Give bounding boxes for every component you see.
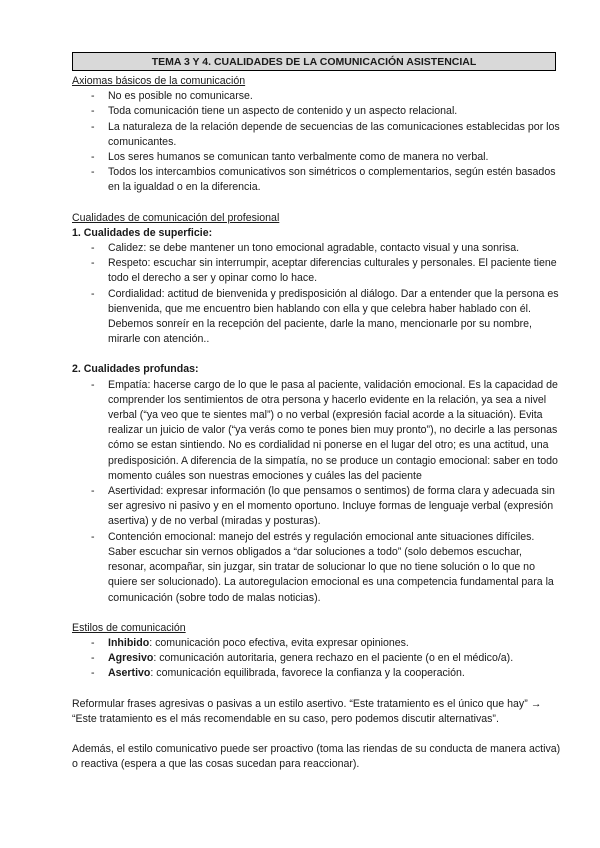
page-title: TEMA 3 Y 4. CUALIDADES DE LA COMUNICACIÓN ASISTENCIAL: [72, 52, 556, 71]
list-item: - Empatía: hacerse cargo de lo que le pasa al paciente, validación emocional. Es la capacidad de comprender los sentimientos de otra persona y hacerlo evidente en la relación, ya sea a nivel verbal (“ya veo que te sientes mal”) o no verbal (expresión facial acorde a la situación). Evita realizar un juicio de valor (“ya verás como te pones bien muy pronto”), no decirle a las personas cómo se estan sintiendo. No es cordialidad ni ponerse en el lugar del otro; es una actitud, una predisposición. A diferencia de la simpatía, no se produce un contagio emocional: saber en todo momento cuáles son nuestras emociones y cuáles las del paciente: [72, 378, 562, 484]
style-term: Agresivo: [108, 652, 154, 665]
list-item: - Todos los intercambios comunicativos son simétricos o complementarios, según estén basados en la igualdad o en la diferencia.: [72, 165, 562, 195]
document-body: [72, 74, 562, 772]
deep-qualities-heading: 2. Cualidades profundas:: [72, 363, 199, 376]
list-item: - No es posible no comunicarse.: [72, 89, 562, 104]
style-description: : comunicación autoritaria, genera rechazo en el paciente (o en el médico/a).: [153, 652, 514, 665]
list-item: - Contención emocional: manejo del estrés y regulación emocional ante situaciones difíciles. Saber escuchar sin vernos obligados a “dar soluciones a todo” (solo debemos escuchar, resonar, acompañar, sin juzgar, sin tratar de solucionar lo que no tiene solución o lo que no quiere ser solucionado). La autoregulacion emocional es una competencia fundamental para la comunicación (sobre todo de malas noticias).: [72, 530, 562, 606]
axioms-heading: Axiomas básicos de la comunicación: [72, 75, 246, 87]
style-description: : comunicación poco efectiva, evita expresar opiniones.: [149, 636, 409, 649]
list-item: - Toda comunicación tiene un aspecto de contenido y un aspecto relacional.: [72, 104, 562, 119]
reformulation-paragraph: Reformular frases agresivas o pasivas a un estilo asertivo. “Este tratamiento es el único que hay” → “Este tratamiento es el más recomendable en su caso, pero podemos discutir alternativas”.: [72, 697, 542, 725]
list-item: - Cordialidad: actitud de bienvenida y predisposición al diálogo. Dar a entender que la persona es bienvenida, que me encuentro bien hablando con ella y que celebra haber hablado con él. Debemos sonreír en la recepción del paciente, darle la mano, mencionarle por su nombre, mirarle con atención..: [72, 287, 562, 348]
surface-qualities-list: [72, 241, 562, 347]
proactive-reactive-paragraph: Además, el estilo comunicativo puede ser proactivo (toma las riendas de su conducta de manera activa) o reactiva (espera a que las cosas sucedan para reaccionar).: [72, 742, 561, 771]
list-item: - Los seres humanos se comunican tanto verbalmente como de manera no verbal.: [72, 150, 562, 165]
deep-qualities-list: [72, 378, 562, 606]
list-item: - Respeto: escuchar sin interrumpir, aceptar diferencias culturales y personales. El paciente tiene todo el derecho a ser y opinar como lo hace.: [72, 256, 562, 286]
axioms-list: [72, 89, 562, 195]
style-description: : comunicación equilibrada, favorece la confianza y la cooperación.: [150, 667, 465, 680]
list-item: [72, 666, 562, 681]
style-term: Inhibido: [108, 636, 150, 649]
list-item: [72, 636, 562, 651]
list-item: - Asertividad: expresar información (lo que pensamos o sentimos) de forma clara y adecuada sin ser agresivo ni pasivo y en el momento oportuno. Incluye formas de lenguaje verbal (expresión asertiva) y de no verbal (miradas y posturas).: [72, 484, 562, 530]
qualities-heading: Cualidades de comunicación del profesional: [72, 211, 280, 224]
surface-qualities-heading: 1. Cualidades de superficie:: [72, 226, 213, 239]
style-term: Asertivo: [108, 667, 151, 680]
styles-heading: Estilos de comunicación: [72, 621, 186, 634]
list-item: - La naturaleza de la relación depende de secuencias de las comunicaciones establecidas por los comunicantes.: [72, 120, 562, 150]
list-item: [72, 651, 562, 666]
list-item: - Calidez: se debe mantener un tono emocional agradable, contacto visual y una sonrisa.: [72, 241, 562, 256]
styles-list: [72, 636, 562, 682]
